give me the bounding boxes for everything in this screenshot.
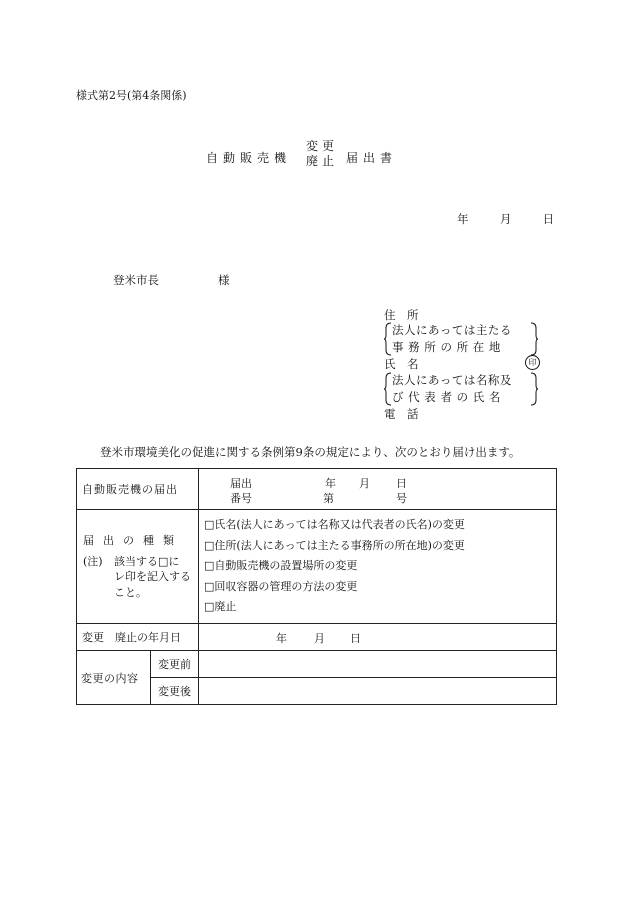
change-date-year: 年: [276, 632, 287, 645]
notification-value-cell[interactable]: [199, 469, 557, 510]
option-abolish[interactable]: □廃止: [204, 600, 237, 614]
address-note: [384, 322, 538, 356]
type-note-prefix: (注): [83, 555, 103, 568]
type-label: 届出の種類: [83, 534, 183, 547]
table-row: [77, 624, 557, 651]
change-after-value[interactable]: [199, 678, 557, 705]
name-note: [384, 372, 538, 406]
change-after-label: 変更後: [151, 678, 199, 705]
type-note-line3: こと。: [114, 586, 147, 599]
title-change: 変更: [306, 139, 339, 153]
name-label: 氏 名: [384, 357, 419, 371]
change-before-value[interactable]: [199, 651, 557, 678]
title-stack: [306, 139, 338, 169]
address-note-line1: 法人にあっては主たる: [392, 323, 512, 337]
statement: 登米市環境美化の促進に関する条例第9条の規定により、次のとおり届け出ます。: [100, 445, 521, 459]
title-tail: 届出書: [346, 151, 398, 165]
change-before-label: 変更前: [151, 651, 199, 678]
name-note-line2: び 代 表 者 の 氏 名: [392, 390, 501, 404]
date-day: 日: [542, 212, 555, 226]
type-label-cell: [77, 510, 199, 624]
title-abolish: 廃止: [306, 154, 339, 168]
option-name-change[interactable]: □氏名(法人にあっては名称又は代表者の氏名)の変更: [204, 518, 465, 532]
address-label: 住 所: [384, 308, 419, 322]
notify-month: 月: [359, 477, 370, 490]
date-month: 月: [499, 212, 512, 226]
notify-sub1: 届出: [230, 477, 252, 490]
form-number: 様式第2号(第4条関係): [76, 89, 187, 102]
change-date-label: 変更 廃止の年月日: [77, 624, 199, 651]
type-options: [199, 510, 557, 624]
date-year: 年: [457, 212, 469, 226]
notify-year: 年: [325, 477, 336, 490]
change-date-day: 日: [350, 632, 361, 645]
table-row: [77, 510, 557, 624]
type-note-line1: 該当する□に: [114, 555, 180, 568]
notification-table: [76, 468, 557, 705]
submission-date: [457, 211, 554, 227]
right-bracket-icon: [530, 322, 538, 356]
notify-day: 日: [396, 477, 407, 490]
change-date-value[interactable]: [199, 624, 557, 651]
left-bracket-icon: [384, 372, 392, 406]
option-container-change[interactable]: □回収容器の管理の方法の変更: [204, 579, 358, 593]
option-location-change[interactable]: □自動販売機の設置場所の変更: [204, 559, 358, 573]
addressee-name: 登米市長: [113, 273, 159, 287]
right-bracket-icon: [530, 372, 538, 406]
phone-label: 電 話: [384, 407, 419, 421]
name-note-line1: 法人にあっては名称及: [392, 373, 512, 387]
seal-mark: 印: [525, 355, 540, 370]
notify-go: 号: [396, 492, 407, 505]
addressee-honorific: 様: [218, 273, 230, 287]
notification-label: 自動販売機の届出: [77, 469, 199, 510]
table-row: [77, 469, 557, 510]
change-content-label: 変更の内容: [77, 651, 151, 705]
left-bracket-icon: [384, 322, 392, 356]
type-note-line2: レ印を記入する: [114, 570, 191, 583]
notify-sub2: 番号: [230, 492, 252, 505]
notify-dai: 第: [323, 492, 334, 505]
table-row: [77, 651, 557, 678]
title-main: 自動販売機: [206, 151, 292, 165]
option-address-change[interactable]: □住所(法人にあっては主たる事務所の所在地)の変更: [204, 538, 465, 552]
change-date-month: 月: [314, 632, 325, 645]
address-note-line2: 事 務 所 の 所 在 地: [392, 340, 501, 354]
